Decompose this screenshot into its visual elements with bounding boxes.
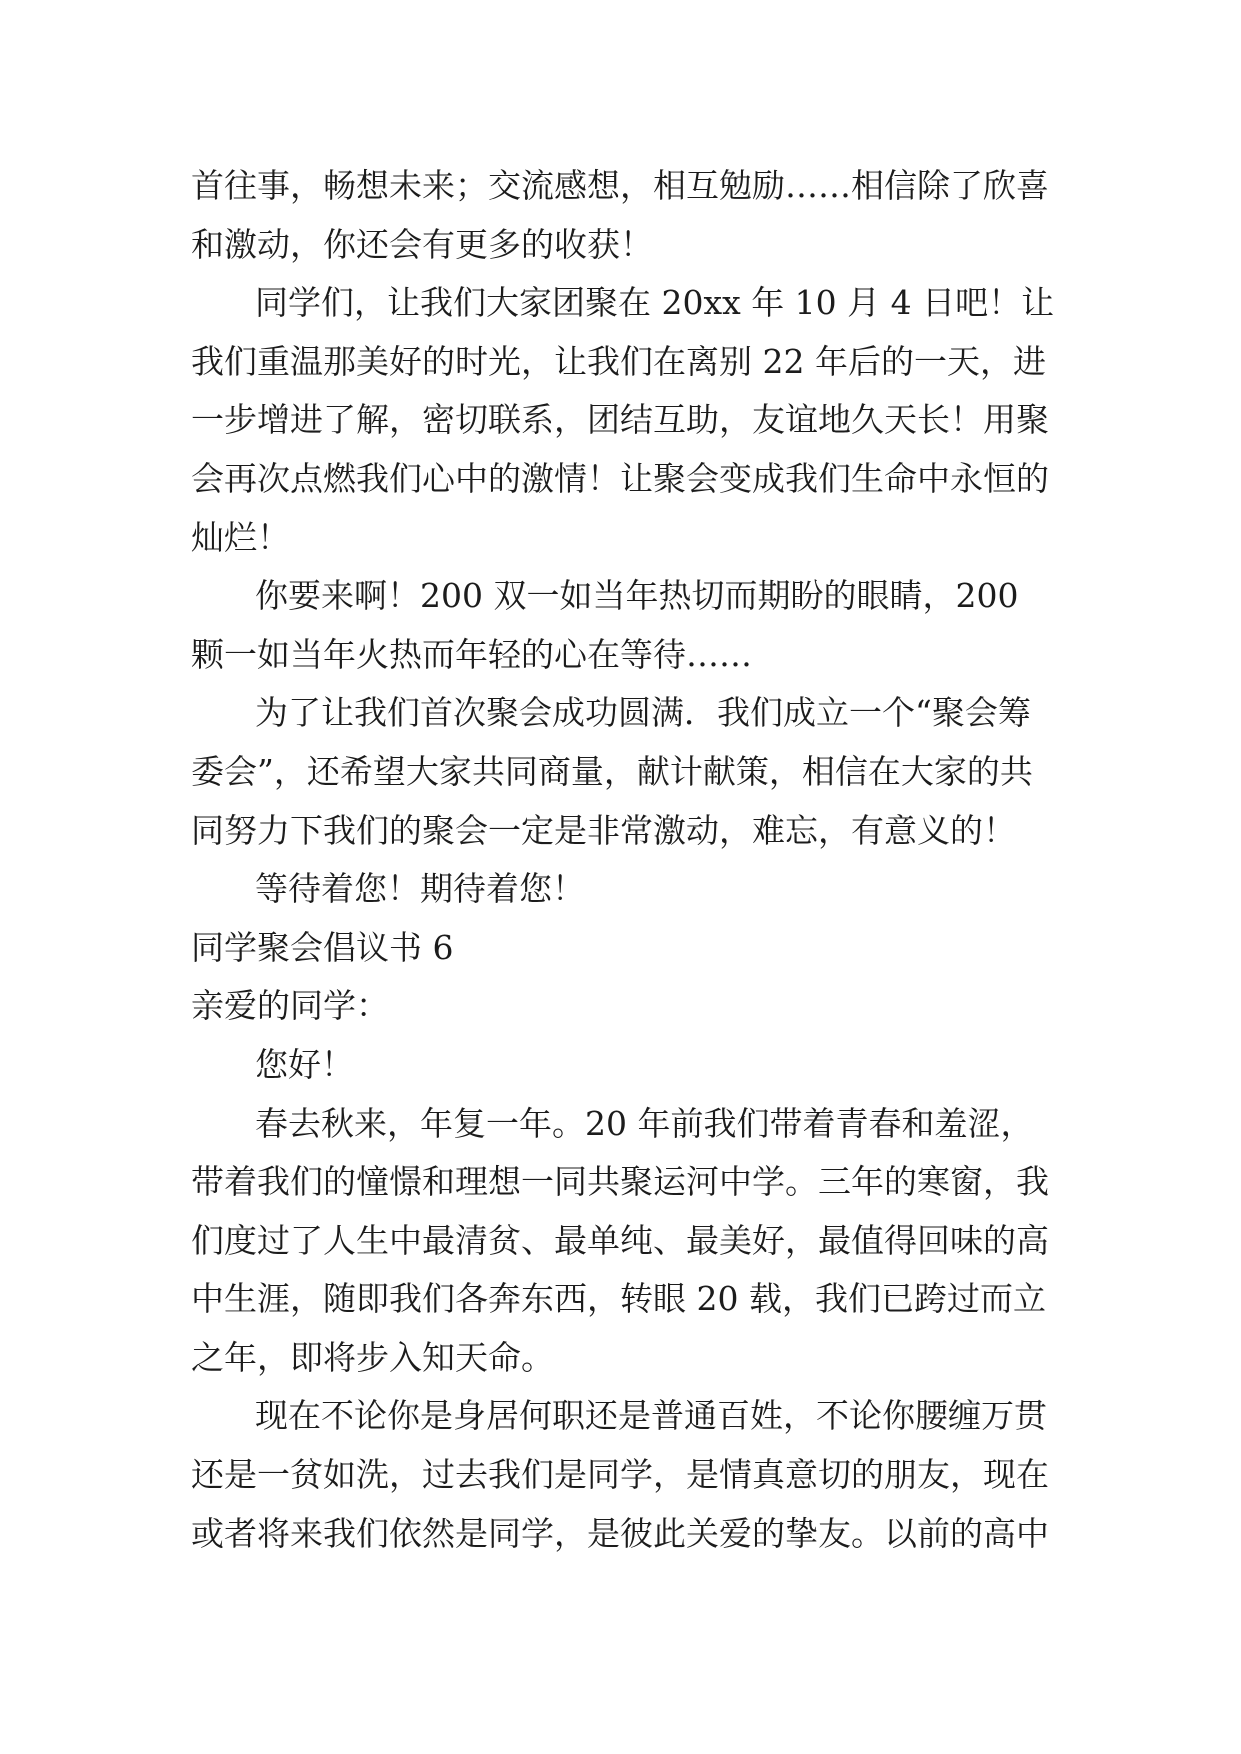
document-body [191,157,1061,1563]
paragraph-come-appeal: 你要来啊！200 双一如当年热切而期盼的眼睛，200 颗一如当年火热而年轻的心在等待…… [191,576,1019,674]
paragraph-organizing-committee: 为了让我们首次聚会成功圆满．我们成立一个“聚会筹委会”，还希望大家共同商量，献计献策，相信在大家的共同努力下我们的聚会一定是非常激动，难忘，有意义的！ [191,693,1033,850]
paragraph-years-passed: 春去秋来，年复一年。20 年前我们带着青春和羞涩，带着我们的憧憬和理想一同共聚运河中学。三年的寒窗，我们度过了人生中最清贫、最单纯、最美好，最值得回味的高中生涯，随即我们各奔东西，转眼 20 载，我们已跨过而立之年，即将步入知天命。 [191,1103,1049,1377]
salutation: 亲爱的同学： [191,986,389,1026]
paragraph-reunion-date: 同学们，让我们大家团聚在 20xx 年 10 月 4 日吧！让我们重温那美好的时光，让我们在离别 22 年后的一天，进一步增进了解，密切联系，团结互助，友谊地久天长！用聚会再次点燃我们心中的激情！让聚会变成我们生命中永恒的灿烂！ [191,283,1055,557]
paragraph-still-classmates: 现在不论你是身居何职还是普通百姓，不论你腰缠万贯还是一贫如洗，过去我们是同学，是情真意切的朋友，现在或者将来我们依然是同学，是彼此关爱的挚友。以前的高中 [191,1396,1049,1553]
greeting: 您好！ [255,1044,354,1084]
paragraph-waiting: 等待着您！期待着您！ [255,869,585,909]
section-heading: 同学聚会倡议书 6 [191,927,454,967]
paragraph-closing-recollection: 首往事，畅想未来；交流感想，相互勉励……相信除了欣喜和激动，你还会有更多的收获！ [191,166,1049,264]
